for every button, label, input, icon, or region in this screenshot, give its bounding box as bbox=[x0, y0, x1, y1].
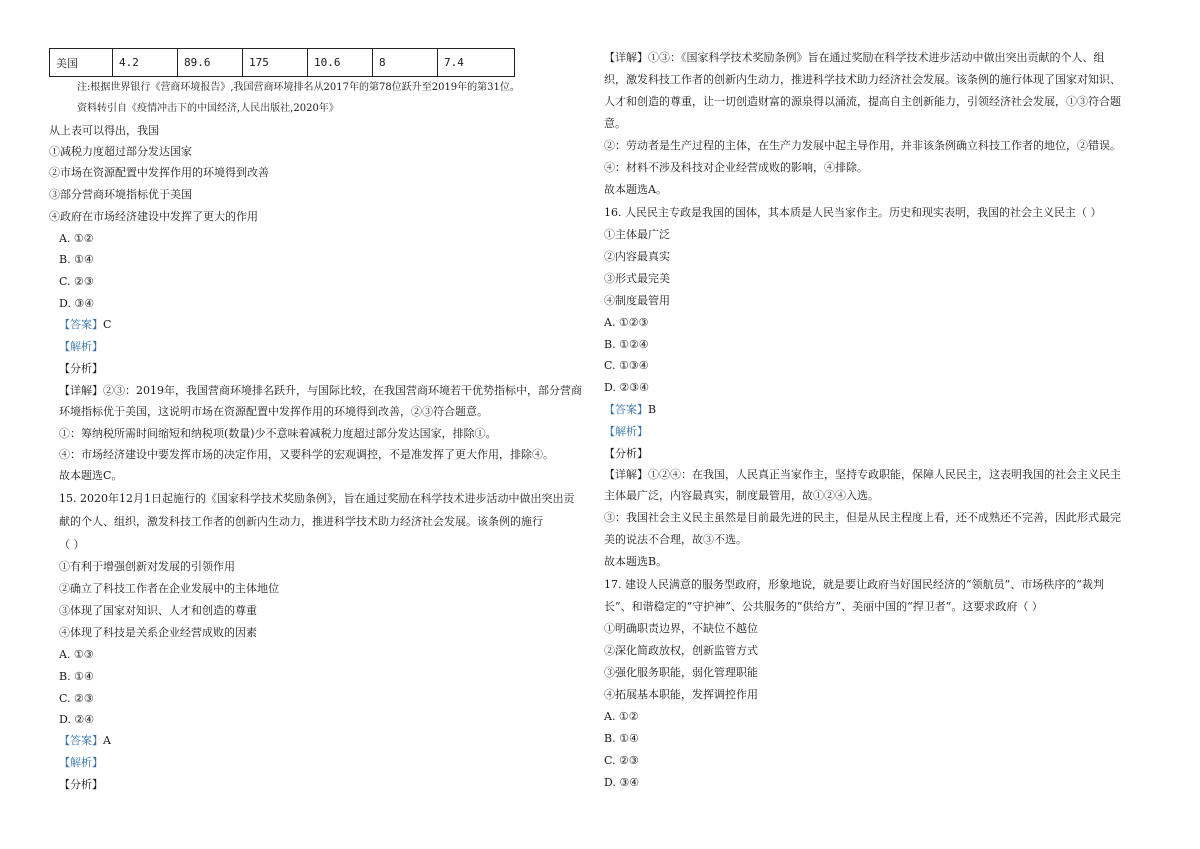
q15-option: B. ①④ bbox=[59, 670, 94, 683]
detail-label: 【详解】 bbox=[604, 51, 648, 64]
q15-fenxi-label: 【分析】 bbox=[59, 778, 103, 791]
q16-detail-line: 故本题选B。 bbox=[604, 555, 668, 568]
q17-item: ③强化服务职能，弱化管理职能 bbox=[604, 666, 758, 679]
q14-option: B. ①④ bbox=[59, 253, 94, 266]
q14-fenxi-label: 【分析】 bbox=[59, 362, 103, 375]
q16-detail-line: ③：我国社会主义民主虽然是目前最先进的民主，但是从民主程度上看，还不成熟还不完善，因此形式最完 bbox=[604, 511, 1121, 524]
detail-label: 【详解】 bbox=[604, 468, 648, 481]
q17-item: ④拓展基本职能，发挥调控作用 bbox=[604, 688, 758, 701]
q15-detail-line: 织，激发科技工作者的创新内生动力，推进科学技术助力经济社会发展。该条例的施行体现了国家对知识、 bbox=[604, 73, 1121, 86]
q16-item: ④制度最管用 bbox=[604, 294, 670, 307]
table-source: 资料转引自《疫情冲击下的中国经济,人民出版社,2020年》 bbox=[77, 103, 339, 114]
answer-label: 【答案】 bbox=[59, 734, 103, 747]
detail-label: 【详解】 bbox=[59, 384, 103, 397]
q16-detail-line: 主体最广泛，内容最真实，制度最管用，故①②④入选。 bbox=[604, 489, 879, 502]
q17-option: A. ①② bbox=[604, 710, 639, 723]
q14-jiexi-label: 【解析】 bbox=[59, 340, 103, 353]
q17-stem-line: 17. 建设人民满意的服务型政府，形象地说，就是要让政府当好国民经济的“领航员”、市场秩序的“裁判 bbox=[604, 578, 1104, 591]
q16-option: B. ①②④ bbox=[604, 338, 649, 351]
q14-stem: 从上表可以得出，我国 bbox=[49, 124, 159, 137]
q16-answer bbox=[604, 403, 656, 417]
q15-item: ①有利于增强创新对发展的引领作用 bbox=[59, 560, 235, 573]
q14-detail-line: 故本题选C。 bbox=[59, 469, 123, 482]
data-table bbox=[49, 48, 515, 77]
q15-option: C. ②③ bbox=[59, 692, 94, 705]
table-cell: 7.4 bbox=[438, 49, 515, 77]
q17-option: D. ③④ bbox=[604, 776, 640, 789]
q14-detail-line: ①：筹纳税所需时间缩短和纳税项(数量)少不意味着减税力度超过部分发达国家，排除①。 bbox=[59, 427, 497, 440]
table-row bbox=[50, 49, 515, 77]
answer-value: C bbox=[103, 318, 112, 331]
q16-stem: 16. 人民民主专政是我国的国体，其本质是人民当家作主。历史和现实表明，我国的社会主义民主（ ） bbox=[604, 206, 1102, 219]
q17-stem-line: 长”、和谐稳定的“守护神”、公共服务的“供给方”、美丽中国的“捍卫者”。这要求政府（ ） bbox=[604, 600, 1043, 613]
q16-detail bbox=[604, 468, 1121, 482]
q15-stem-line: 献的个人、组织，激发科技工作者的创新内生动力，推进科学技术助力经济社会发展。该条例的施行 bbox=[59, 515, 543, 528]
q15-detail bbox=[604, 51, 1105, 65]
q15-item: ③体现了国家对知识、人才和创造的尊重 bbox=[59, 604, 257, 617]
q14-item: ③部分营商环境指标优于美国 bbox=[49, 188, 192, 201]
q15-detail-line: ②：劳动者是生产过程的主体，在生产力发展中起主导作用，并非该条例确立科技工作者的地位，②错误。 bbox=[604, 139, 1121, 152]
q14-detail-line: 环境指标优于美国，这说明市场在资源配置中发挥作用的环境得到改善，②③符合题意。 bbox=[59, 405, 488, 418]
q15-item: ④体现了科技是关系企业经营成败的因素 bbox=[59, 626, 257, 639]
q14-answer bbox=[59, 318, 111, 332]
detail-text: ①②④：在我国，人民真正当家作主，坚持专政职能，保障人民民主，这表明我国的社会主义民主 bbox=[648, 468, 1121, 481]
q15-stem-line: （ ） bbox=[59, 538, 85, 551]
q15-detail-line: 故本题选A。 bbox=[604, 183, 667, 196]
q16-item: ③形式最完美 bbox=[604, 272, 670, 285]
q16-detail-line: 美的说法不合理，故③不选。 bbox=[604, 533, 747, 546]
q15-detail-line: 人才和创造的尊重，让一切创造财富的源泉得以涌流，提高自主创新能力，引领经济社会发展，①③符合题 bbox=[604, 95, 1121, 108]
table-cell: 175 bbox=[243, 49, 308, 77]
q16-fenxi-label: 【分析】 bbox=[604, 447, 648, 460]
q16-option: C. ①③④ bbox=[604, 359, 649, 372]
q17-option: C. ②③ bbox=[604, 754, 639, 767]
q15-stem-line: 15. 2020年12月1日起施行的《国家科学技术奖励条例》，旨在通过奖励在科学技术进步活动中做出突出贡 bbox=[59, 492, 575, 505]
detail-text: ②③：2019年，我国营商环境排名跃升，与国际比较，在我国营商环境若干优势指标中，部分营商 bbox=[103, 384, 582, 397]
q16-option: A. ①②③ bbox=[604, 316, 649, 329]
table-cell: 89.6 bbox=[178, 49, 243, 77]
q15-option: D. ②④ bbox=[59, 713, 95, 726]
q16-option: D. ②③④ bbox=[604, 381, 650, 394]
q15-jiexi-label: 【解析】 bbox=[59, 756, 103, 769]
table-cell: 8 bbox=[373, 49, 438, 77]
q16-item: ①主体最广泛 bbox=[604, 228, 670, 241]
table-cell: 4.2 bbox=[113, 49, 178, 77]
q14-detail-line: ④：市场经济建设中要发挥市场的决定作用，又要科学的宏观调控，不是准发挥了更大作用，排除④。 bbox=[59, 448, 554, 461]
q14-detail bbox=[59, 384, 582, 398]
q15-detail-line: ④：材料不涉及科技对企业经营成败的影响，④排除。 bbox=[604, 161, 868, 174]
answer-label: 【答案】 bbox=[604, 403, 648, 416]
q14-option: D. ③④ bbox=[59, 297, 95, 310]
q14-option: C. ②③ bbox=[59, 275, 94, 288]
q15-item: ②确立了科技工作者在企业发展中的主体地位 bbox=[59, 582, 279, 595]
answer-label: 【答案】 bbox=[59, 318, 103, 331]
q14-item: ②市场在资源配置中发挥作用的环境得到改善 bbox=[49, 166, 269, 179]
q15-answer bbox=[59, 734, 111, 748]
q16-jiexi-label: 【解析】 bbox=[604, 425, 648, 438]
q15-option: A. ①③ bbox=[59, 648, 94, 661]
table-cell: 10.6 bbox=[308, 49, 373, 77]
detail-text: ①③：《国家科学技术奖励条例》旨在通过奖励在科学技术进步活动中做出突出贡献的个人、组 bbox=[648, 51, 1105, 64]
q17-item: ②深化简政放权，创新监管方式 bbox=[604, 644, 758, 657]
q14-item: ④政府在市场经济建设中发挥了更大的作用 bbox=[49, 210, 258, 223]
q17-option: B. ①④ bbox=[604, 732, 639, 745]
table-cell: 美国 bbox=[50, 49, 113, 77]
q17-item: ①明确职责边界，不缺位不越位 bbox=[604, 622, 758, 635]
answer-value: B bbox=[648, 403, 657, 416]
q14-item: ①减税力度超过部分发达国家 bbox=[49, 145, 192, 158]
table-note: 注:根据世界银行《营商环境报告》,我国营商环境排名从2017年的第78位跃升至2019年的第31位。 bbox=[77, 82, 520, 93]
q16-item: ②内容最真实 bbox=[604, 250, 670, 263]
answer-value: A bbox=[103, 734, 111, 747]
q14-option: A. ①② bbox=[59, 232, 94, 245]
q15-detail-line: 意。 bbox=[604, 117, 626, 130]
